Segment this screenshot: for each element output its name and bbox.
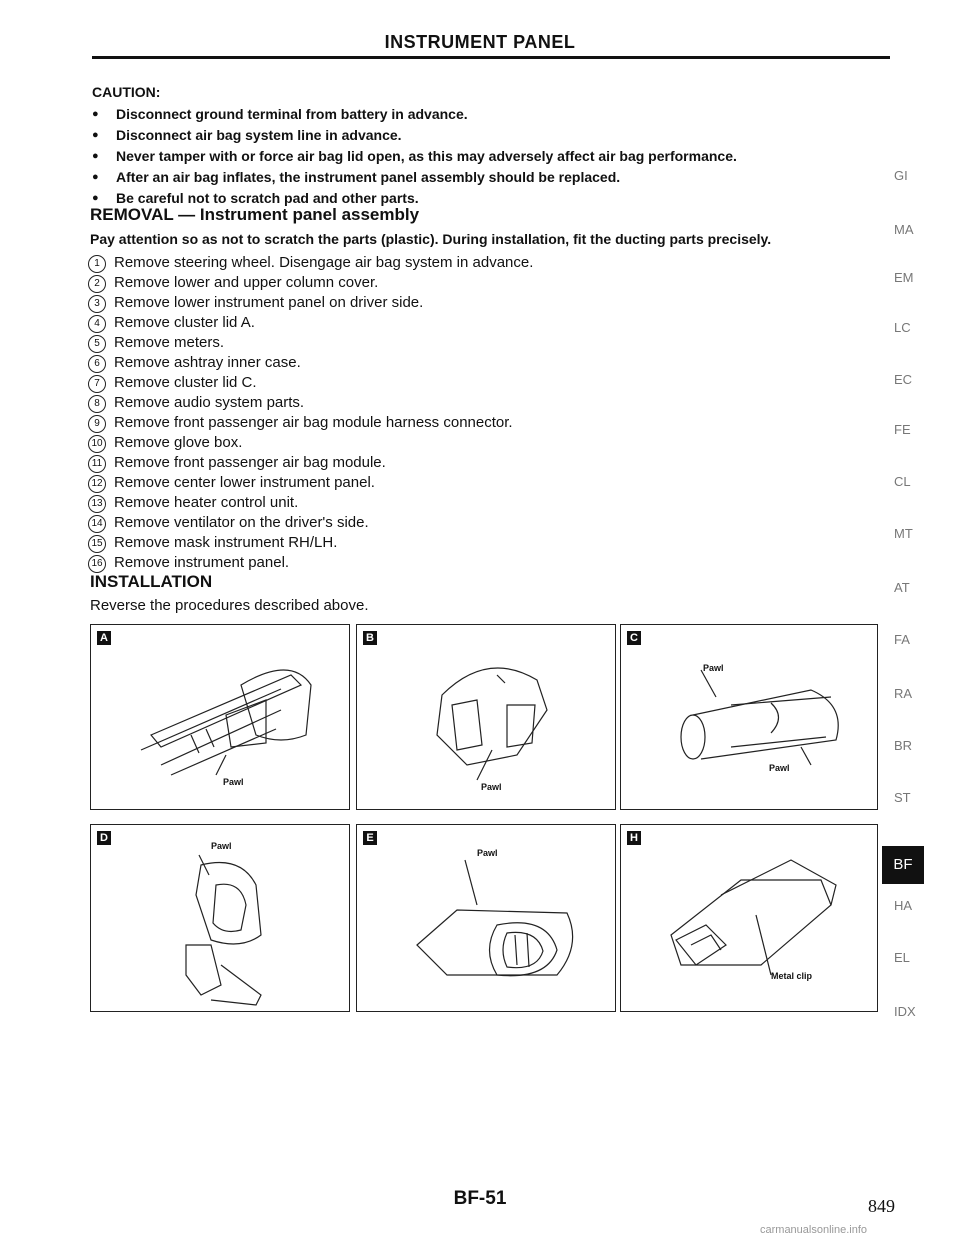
figure-tag: E — [363, 831, 377, 845]
step-number: 7 — [88, 375, 106, 393]
removal-step — [88, 453, 533, 473]
step-number: 3 — [88, 295, 106, 313]
caution-item: ● Disconnect ground terminal from battery in advance. — [92, 104, 882, 125]
step-text: Remove front passenger air bag module harness connector. — [114, 414, 513, 431]
callout-label: Pawl — [703, 663, 724, 673]
step-text: Remove steering wheel. Disengage air bag system in advance. — [114, 254, 534, 271]
figure-c — [620, 624, 878, 810]
removal-step — [88, 533, 533, 553]
section-tab-mt: MT — [894, 526, 913, 541]
removal-step — [88, 393, 533, 413]
removal-step — [88, 253, 533, 273]
removal-step — [88, 513, 533, 533]
figure-b — [356, 624, 616, 810]
removal-step — [88, 473, 533, 493]
duct-illustration — [91, 625, 349, 809]
callout-label: Metal clip — [771, 971, 813, 981]
figure-e — [356, 824, 616, 1012]
section-tab-fa: FA — [894, 632, 910, 647]
removal-step — [88, 333, 533, 353]
removal-heading: REMOVAL — Instrument panel assembly — [90, 205, 420, 224]
step-text: Remove mask instrument RH/LH. — [114, 534, 338, 551]
figure-tag: B — [363, 631, 377, 645]
section-tab-br: BR — [894, 738, 913, 753]
figure-tag: D — [97, 831, 111, 845]
callout-label: Pawl — [211, 841, 232, 851]
vent-illustration — [621, 625, 877, 809]
step-number: 4 — [88, 315, 106, 333]
page-title: INSTRUMENT PANEL — [384, 32, 576, 52]
step-number: 15 — [88, 535, 106, 553]
callout-label: Pawl — [477, 848, 498, 858]
removal-step — [88, 373, 533, 393]
switch-illustration — [621, 825, 877, 1011]
callout-label: Pawl — [769, 763, 790, 773]
step-number: 6 — [88, 355, 106, 373]
section-tab-em: EM — [894, 270, 914, 285]
figure-tag: C — [627, 631, 641, 645]
caution-item: ● Disconnect air bag system line in advance. — [92, 125, 882, 146]
title-rule — [92, 56, 890, 59]
caution-heading: CAUTION: — [92, 84, 161, 100]
step-text: Remove cluster lid C. — [114, 374, 257, 391]
section-tab-idx: IDX — [894, 1004, 916, 1019]
step-text: Remove heater control unit. — [114, 494, 299, 511]
step-text: Remove lower instrument panel on driver side. — [114, 294, 424, 311]
section-tab-at: AT — [894, 580, 910, 595]
callout-label: Pawl — [481, 782, 502, 792]
step-number: 5 — [88, 335, 106, 353]
removal-steps — [88, 253, 533, 573]
watermark: carmanualsonline.info — [760, 1224, 868, 1236]
step-number: 11 — [88, 455, 106, 473]
section-tab-lc: LC — [894, 320, 911, 335]
caution-item: ● Never tamper with or force air bag lid open, as this may adversely affect air bag performance. — [92, 146, 882, 167]
removal-step — [88, 493, 533, 513]
caution-item: ● After an air bag inflates, the instrument panel assembly should be replaced. — [92, 167, 882, 188]
installation-text: Reverse the procedures described above. — [90, 597, 369, 614]
removal-step — [88, 313, 533, 333]
ventilator-illustration — [91, 825, 349, 1011]
step-number: 16 — [88, 555, 106, 573]
caution-block — [92, 82, 882, 209]
step-number: 14 — [88, 515, 106, 533]
page-number: 849 — [868, 1196, 895, 1216]
step-text: Remove meters. — [114, 334, 225, 351]
step-text: Remove glove box. — [114, 434, 243, 451]
callout-label: Pawl — [223, 777, 244, 787]
section-tab-st: ST — [894, 790, 911, 805]
step-number: 10 — [88, 435, 106, 453]
caution-list — [92, 104, 882, 209]
page-code: BF-51 — [453, 1188, 507, 1209]
section-tab-el: EL — [894, 950, 910, 965]
section-tab-fe: FE — [894, 422, 911, 437]
section-tab-cl: CL — [894, 474, 911, 489]
step-number: 12 — [88, 475, 106, 493]
removal-step — [88, 413, 533, 433]
figure-d — [90, 824, 350, 1012]
step-number: 1 — [88, 255, 106, 273]
step-text: Remove lower and upper column cover. — [114, 274, 379, 291]
step-text: Remove center lower instrument panel. — [114, 474, 375, 491]
figure-tag: A — [97, 631, 111, 645]
figure-a — [90, 624, 350, 810]
section-tab-gi: GI — [894, 168, 908, 183]
removal-step — [88, 293, 533, 313]
figure-tag: H — [627, 831, 641, 845]
section-tab-bf: BF — [882, 846, 924, 884]
section-tab-ra: RA — [894, 686, 913, 701]
step-number: 2 — [88, 275, 106, 293]
step-number: 13 — [88, 495, 106, 513]
section-tab-ha: HA — [894, 898, 913, 913]
section-tab-ec: EC — [894, 372, 913, 387]
step-number: 8 — [88, 395, 106, 413]
removal-step — [88, 433, 533, 453]
step-text: Remove instrument panel. — [114, 554, 290, 571]
removal-step — [88, 273, 533, 293]
removal-step — [88, 553, 533, 573]
installation-heading: INSTALLATION — [90, 572, 213, 591]
figure-h — [620, 824, 878, 1012]
step-text: Remove front passenger air bag module. — [114, 454, 386, 471]
step-text: Remove ventilator on the driver's side. — [114, 514, 369, 531]
step-text: Remove audio system parts. — [114, 394, 305, 411]
step-text: Remove ashtray inner case. — [114, 354, 301, 371]
removal-step — [88, 353, 533, 373]
caution-item: ● Be careful not to scratch pad and other parts. — [92, 188, 882, 209]
section-tab-ma: MA — [894, 222, 914, 237]
step-text: Remove cluster lid A. — [114, 314, 255, 331]
removal-note: Pay attention so as not to scratch the parts (plastic). During installation, fit the ducting parts precisely. — [90, 231, 772, 247]
step-number: 9 — [88, 415, 106, 433]
